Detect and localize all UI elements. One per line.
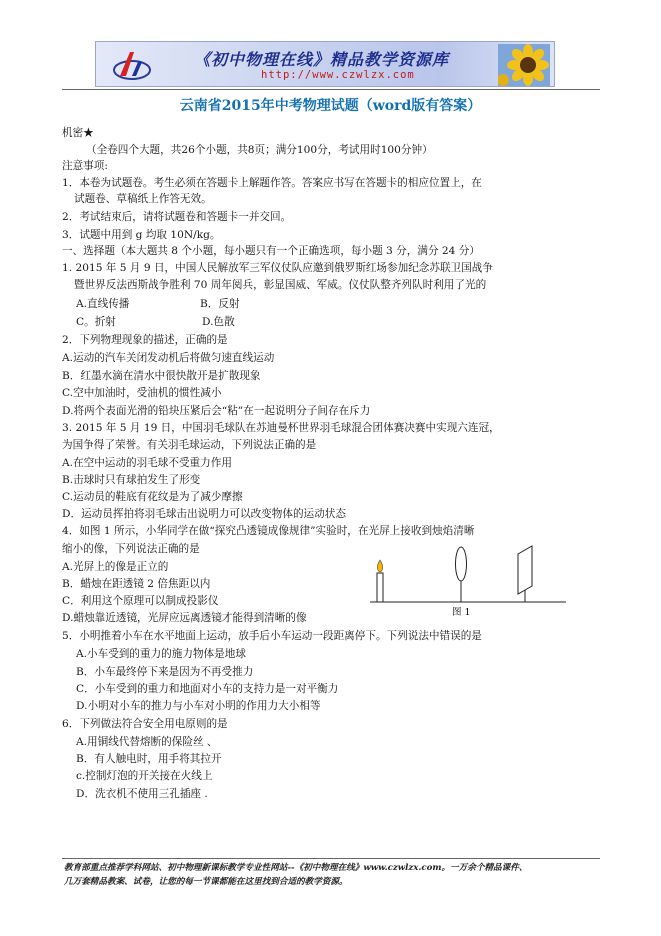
sunflower-icon bbox=[498, 44, 550, 86]
question-1-stem: 1. 2015 年 5 月 9 日，中国人民解放军三军仪仗队应邀到俄罗斯红场参加纪念苏联卫国战争 bbox=[62, 262, 493, 274]
question-3-option: A.在空中运动的羽毛球不受重力作用 bbox=[62, 457, 232, 469]
question-4-option: A.光屏上的像是正立的 bbox=[62, 561, 169, 573]
question-1-option-a: A.直线传播 bbox=[76, 298, 130, 310]
footer-divider bbox=[62, 858, 600, 859]
convex-lens-icon bbox=[456, 547, 467, 602]
question-4-stem: 缩小的像，下列说法正确的是 bbox=[62, 543, 200, 555]
notes-heading: 注意事项: bbox=[62, 160, 108, 172]
question-5-option: C．小车受到的重力和地面对小车的支持力是一对平衡力 bbox=[76, 683, 339, 695]
question-3-option: B.击球时只有球拍发生了形变 bbox=[62, 474, 201, 486]
question-2-option: B．红墨水滴在清水中很快散开是扩散现象 bbox=[62, 370, 261, 382]
question-4-option: B．蜡烛在距透镜 2 倍焦距以内 bbox=[62, 578, 211, 590]
banner-url[interactable]: http://www.czwlzx.com bbox=[261, 69, 415, 81]
question-3-stem: 3. 2015 年 5 月 19 日，中国羽毛球队在苏迪曼杯世界羽毛球混合团体赛决赛中实现六连冠， bbox=[62, 422, 500, 434]
question-1-option-c: C。折射 bbox=[76, 316, 116, 328]
note-line: 1．本卷为试题卷。考生必须在答题卡上解题作答。答案应书写在答题卡的相应位置上，在 bbox=[62, 177, 482, 189]
question-3-option: D．运动员挥拍将羽毛球击出说明力可以改变物体的运动状态 bbox=[62, 508, 346, 520]
note-line: 试题卷、草稿纸上作答无效。 bbox=[74, 193, 212, 205]
footer-line: 教育部重点推荐学科网站、初中物理新课标教学专业性网站--《初中物理在线》www.czwlzx.com。一万余个精品课件、 bbox=[64, 863, 528, 873]
header-divider bbox=[62, 89, 600, 90]
note-line: 3．试题中用到 g 均取 10N/kg。 bbox=[62, 229, 221, 241]
question-5-option: A.小车受到的重力的施力物体是地球 bbox=[76, 648, 246, 660]
question-2-option: D.将两个表面光滑的铅块压紧后会“粘”在一起说明分子间存在斥力 bbox=[62, 405, 371, 417]
header-banner bbox=[95, 41, 555, 87]
question-6-option: c.控制灯泡的开关接在火线上 bbox=[76, 770, 213, 782]
question-6-option: A.用铜线代替熔断的保险丝 、 bbox=[76, 736, 218, 748]
exam-info: （全卷四个大题，共26个小题，共8页；满分100分，考试用时100分钟） bbox=[86, 144, 433, 156]
question-3-option: C.运动员的鞋底有花纹是为了减少摩擦 bbox=[62, 491, 243, 503]
question-5-option: B．小车最终停下来是因为不再受推力 bbox=[76, 666, 254, 678]
question-4-option: C．利用这个原理可以制成投影仪 bbox=[62, 595, 219, 607]
question-2-stem: 2．下列物理现象的描述，正确的是 bbox=[62, 334, 228, 346]
question-6-option: B．有人触电时，用手将其拉开 bbox=[76, 753, 222, 765]
figure-label: 图 1 bbox=[452, 607, 471, 618]
question-5-option: D.小明对小车的推力与小车对小明的作用力大小相等 bbox=[76, 700, 321, 712]
site-logo-icon bbox=[112, 48, 152, 82]
question-5-stem: 5．小明推着小车在水平地面上运动，放手后小车运动一段距离停下。下列说法中错误的是 bbox=[62, 630, 482, 642]
question-6-stem: 6．下列做法符合安全用电原则的是 bbox=[62, 718, 228, 730]
question-4-stem: 4．如图 1 所示，小华同学在做“探究凸透镜成像规律”实验时，在光屏上接收到烛焰清晰 bbox=[62, 525, 475, 537]
banner-title: 《初中物理在线》精品教学资源库 bbox=[194, 50, 450, 69]
light-screen-icon bbox=[518, 546, 532, 602]
question-4-option: D.蜡烛靠近透镜，光屏应远离透镜才能得到清晰的像 bbox=[62, 612, 307, 624]
question-1-stem: 暨世界反法西斯战争胜利 70 周年阅兵，彰显国威、军威。仪仗队整齐列队时利用了光的 bbox=[74, 279, 487, 291]
note-line: 2．考试结束后，请将试题卷和答题卡一并交回。 bbox=[62, 211, 292, 223]
question-1-option-b: B．反射 bbox=[200, 298, 240, 310]
candle-icon bbox=[377, 560, 383, 602]
footer-line: 几万套精品教案、试卷，让您的每一节课都能在这里找到合适的教学资源。 bbox=[64, 877, 348, 887]
question-1-option-d: D.色散 bbox=[202, 316, 235, 328]
question-2-option: A.运动的汽车关闭发动机后将做匀速直线运动 bbox=[62, 352, 275, 364]
section-heading: 一、选择题（本大题共 8 个小题，每小题只有一个正确选项，每小题 3 分，满分 24 分） bbox=[62, 245, 480, 257]
question-3-stem: 为国争得了荣誉。有关羽毛球运动，下列说法正确的是 bbox=[62, 439, 317, 451]
document-title: 云南省2015年中考物理试题（word版有答案） bbox=[179, 98, 482, 114]
question-6-option: D．洗衣机不使用三孔插座 . bbox=[76, 788, 208, 800]
secret-mark: 机密★ bbox=[62, 127, 94, 139]
question-2-option: C.空中加油时，受油机的惯性减小 bbox=[62, 387, 222, 399]
